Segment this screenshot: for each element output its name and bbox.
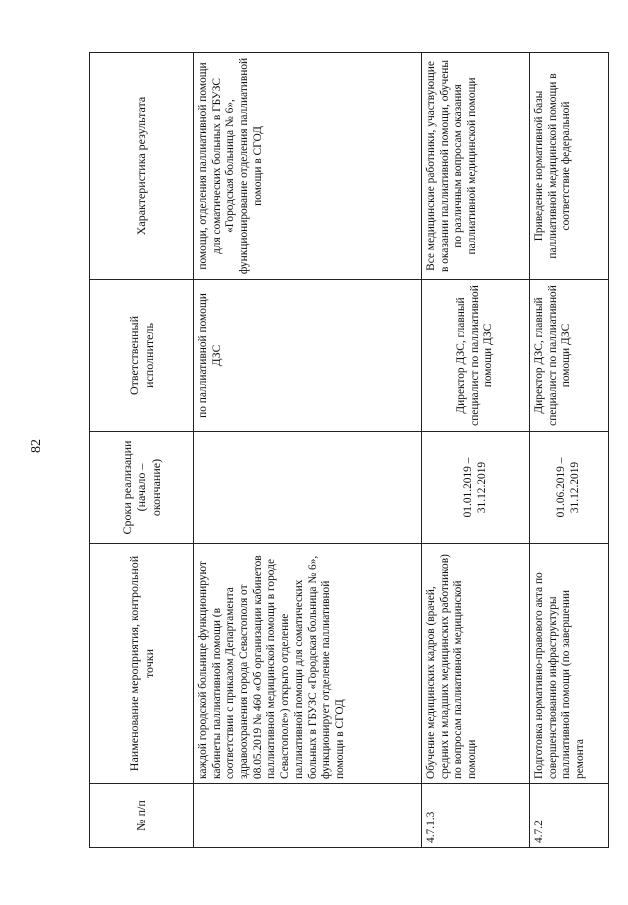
- cell-deadline: 01.01.2019 – 31.12.2019: [422, 432, 530, 544]
- rotated-table-area: [89, 53, 608, 848]
- header-num: № п/п: [90, 784, 194, 848]
- table-row: [530, 53, 609, 848]
- cell-num: 4.7.1.3: [422, 784, 530, 848]
- plan-table: [89, 52, 609, 848]
- cell-deadline: 01.06.2019 – 31.12.2019: [530, 432, 609, 544]
- rotated-table-frame: [89, 53, 608, 848]
- cell-num: [194, 784, 422, 848]
- header-responsible: Ответственный исполнитель: [90, 280, 194, 432]
- cell-result: Все медицинские работники, участвующие в оказании паллиативной помощи, обучены по различным вопросам оказания паллиативной медицинской помощи: [422, 53, 530, 280]
- cell-name: Обучение медицинских кадров (врачей, средних и младших медицинских работников) по вопросам паллиативной медицинской помощи: [422, 544, 530, 784]
- header-deadline: Сроки реализации (начало – окончание): [90, 432, 194, 544]
- cell-responsible: Директор ДЗС, главный специалист по паллиативной помощи ДЗС: [530, 280, 609, 432]
- cell-result: Приведение нормативной базы паллиативной медицинской помощи в соответствие федеральной: [530, 53, 609, 280]
- cell-name: Подготовка нормативно-правового акта по совершенствованию инфраструктуры паллиативной помощи (по завершении ремонта: [530, 544, 609, 784]
- table-row: [194, 53, 422, 848]
- cell-name: каждой городской больнице функционируют кабинеты паллиативной помощи (в соответствии с приказом Департамента здравоохранения города Севастополя от 08.05.2019 № 460 «Об организации кабинетов паллиативной медицинской помощи в городе Севастополе») открыто отделение паллиативной помощи для соматических больных в ГБУЗС «Городская больница № 6», функционирует отделение паллиативной помощи в СГОД: [194, 544, 422, 784]
- header-result: Характеристика результата: [90, 53, 194, 280]
- cell-responsible: Директор ДЗС, главный специалист по паллиативной помощи ДЗС: [422, 280, 530, 432]
- cell-num: 4.7.2: [530, 784, 609, 848]
- table-row: [422, 53, 530, 848]
- cell-result: помощи, отделения паллиативной помощи для соматических больных в ГБУЗС «Городская больница № 6», функционирование отделения паллиативной помощи в СГОД: [194, 53, 422, 280]
- cell-deadline: [194, 432, 422, 544]
- header-name: Наименование мероприятия, контрольной точки: [90, 544, 194, 784]
- cell-responsible: по паллиативной помощи ДЗС: [194, 280, 422, 432]
- page-number: 82: [29, 439, 44, 453]
- table-header-row: [90, 53, 194, 848]
